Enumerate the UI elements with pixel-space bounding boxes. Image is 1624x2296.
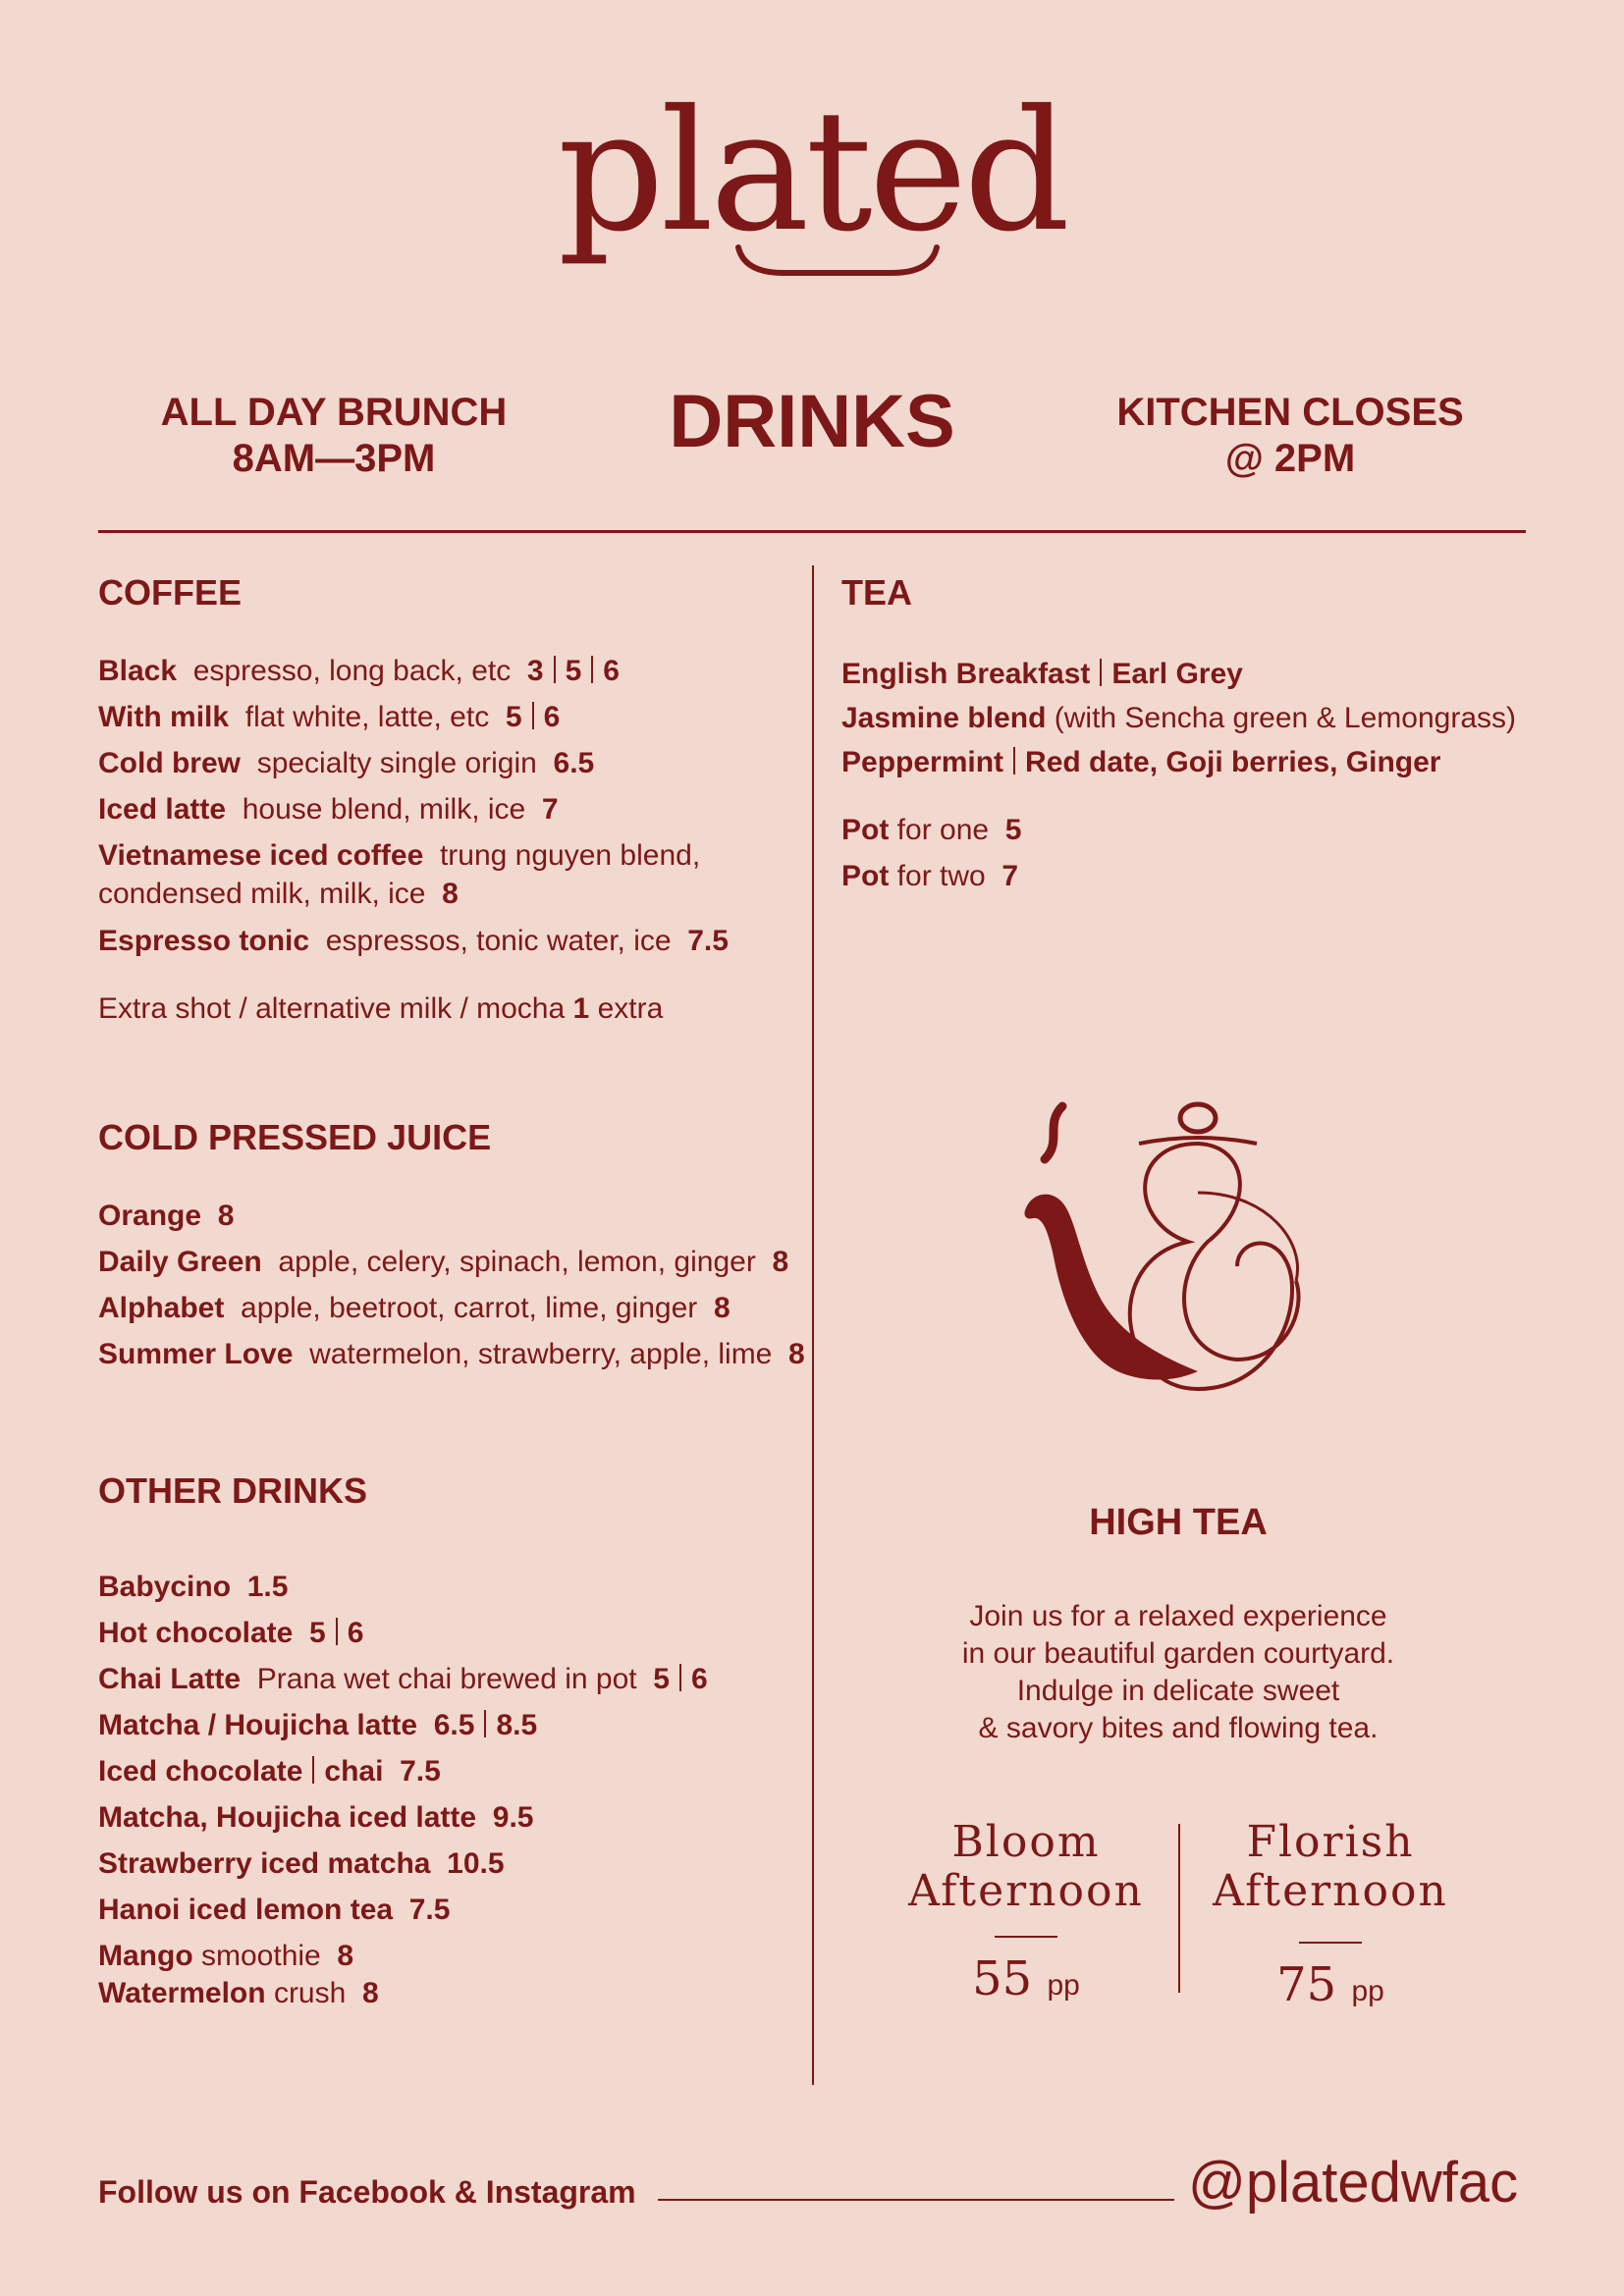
package-price xyxy=(1213,1957,1448,2012)
item-price: 10.5 xyxy=(447,1847,505,1880)
item-price: 6.5 xyxy=(553,747,595,779)
item-name: Matcha / Houjicha latte xyxy=(98,1709,418,1741)
item-price: 7 xyxy=(541,793,559,826)
item-price: 8 xyxy=(361,1977,379,2009)
price-separator xyxy=(554,656,556,683)
item-price: 7.5 xyxy=(400,1755,441,1788)
item-desc: espressos, tonic water, ice xyxy=(325,925,672,957)
item-price: 5 xyxy=(505,701,522,733)
package-name-line1: Florish xyxy=(1246,1817,1415,1867)
menu-item xyxy=(98,790,559,829)
item-name: Orange xyxy=(98,1200,202,1232)
high-tea-title: HIGH TEA xyxy=(1089,1502,1268,1543)
pot-price: 5 xyxy=(1004,814,1022,846)
item-desc: smoothie xyxy=(201,1940,321,1972)
brunch-hours-line2: 8AM—3PM xyxy=(232,437,436,480)
menu-item xyxy=(98,922,729,961)
item-desc: apple, beetroot, carrot, lime, ginger xyxy=(241,1292,698,1324)
menu-item xyxy=(98,698,560,737)
package-name-line2: Afternoon xyxy=(908,1866,1144,1916)
price-value: 55 xyxy=(972,1951,1033,2006)
social-follow-text: Follow us on Facebook & Instagram xyxy=(98,2174,636,2210)
pot-label: Pot xyxy=(841,814,890,846)
tea-title: TEA xyxy=(841,572,912,613)
tea-pot xyxy=(841,811,1021,850)
tea-name: Jasmine blend xyxy=(841,702,1047,734)
item-price: 7.5 xyxy=(408,1894,451,1926)
item-name: Iced latte xyxy=(98,793,227,826)
item-price: 5 xyxy=(653,1663,670,1695)
pot-price: 7 xyxy=(1001,860,1019,892)
social-handle[interactable]: @platedwfac xyxy=(1188,2151,1519,2215)
extras-price: 1 xyxy=(572,992,590,1025)
item-name: Cold brew xyxy=(98,747,242,779)
price-unit: pp xyxy=(1047,1969,1080,2002)
item-price: 8 xyxy=(713,1292,731,1324)
kitchen-closes-line2: @ 2PM xyxy=(1224,437,1356,480)
brunch-hours-line1: ALL DAY BRUNCH xyxy=(160,391,508,434)
pot-desc: for two xyxy=(896,860,986,892)
item-name: Mango xyxy=(98,1940,193,1972)
item-price: 6.5 xyxy=(433,1709,475,1741)
item-desc: flat white, latte, etc xyxy=(244,701,490,733)
item-price: 5 xyxy=(309,1617,326,1649)
juice-title: COLD PRESSED JUICE xyxy=(98,1117,492,1157)
name-separator xyxy=(1013,747,1015,774)
logo-swoosh xyxy=(734,243,941,283)
description-line: Join us for a relaxed experience xyxy=(969,1600,1387,1632)
high-tea-description xyxy=(884,1598,1473,1747)
item-price: 3 xyxy=(526,655,544,687)
item-price: 8 xyxy=(442,878,459,910)
price-separator xyxy=(484,1710,486,1737)
item-price: 8 xyxy=(337,1940,354,1972)
menu-item xyxy=(98,1706,537,1745)
tea-name: Peppermint xyxy=(841,746,1004,778)
kitchen-closes-line1: KITCHEN CLOSES xyxy=(1116,391,1464,434)
name-separator xyxy=(312,1756,314,1784)
item-name: Matcha, Houjicha iced latte xyxy=(98,1801,477,1834)
item-price: 8.5 xyxy=(496,1709,538,1741)
item-price: 1.5 xyxy=(246,1571,289,1603)
item-name: Summer Love xyxy=(98,1338,294,1370)
tea-name: English Breakfast xyxy=(841,658,1091,690)
item-name: chai xyxy=(324,1755,384,1788)
package-florish xyxy=(1213,1818,1448,2012)
description-line: & savory bites and flowing tea. xyxy=(978,1712,1379,1744)
menu-item xyxy=(98,1660,708,1699)
package-rule xyxy=(1299,1942,1362,1944)
package-rule xyxy=(995,1936,1057,1938)
package-bloom xyxy=(908,1818,1144,2006)
column-divider xyxy=(812,565,814,2085)
pot-desc: for one xyxy=(896,814,990,846)
item-desc: house blend, milk, ice xyxy=(242,793,526,826)
menu-item xyxy=(98,1798,533,1838)
teapot-ampersand-icon xyxy=(1011,1095,1326,1409)
item-name: Vietnamese iced coffee xyxy=(98,839,424,872)
item-name: Iced chocolate xyxy=(98,1755,303,1788)
item-desc: watermelon, strawberry, apple, lime xyxy=(309,1338,773,1370)
menu-item xyxy=(98,1289,731,1328)
footer-rule xyxy=(658,2199,1174,2201)
item-name: Babycino xyxy=(98,1571,232,1603)
item-name: With milk xyxy=(98,701,230,733)
tea-item xyxy=(841,699,1516,738)
menu-item xyxy=(98,1568,288,1607)
header-divider xyxy=(98,530,1526,533)
menu-item-continued xyxy=(98,875,459,914)
description-line: Indulge in delicate sweet xyxy=(1016,1675,1340,1707)
item-price: 5 xyxy=(565,655,582,687)
pot-label: Pot xyxy=(841,860,890,892)
menu-item xyxy=(98,1197,234,1236)
package-price xyxy=(908,1951,1144,2006)
menu-item xyxy=(98,1335,805,1374)
item-name: Daily Green xyxy=(98,1246,262,1278)
brunch-hours xyxy=(137,390,530,482)
tea-name: Red date, Goji berries, Ginger xyxy=(1025,746,1441,778)
price-separator xyxy=(336,1618,338,1645)
extras-suffix: extra xyxy=(597,992,664,1025)
price-separator xyxy=(591,656,593,683)
coffee-extras xyxy=(98,989,663,1029)
menu-item xyxy=(98,1937,353,1976)
package-divider xyxy=(1178,1824,1180,1993)
page-title: DRINKS xyxy=(669,380,955,463)
item-name: Alphabet xyxy=(98,1292,225,1324)
menu-item xyxy=(98,1844,505,1884)
item-name: Chai Latte xyxy=(98,1663,242,1695)
brand-logo: plated xyxy=(557,75,1067,269)
coffee-title: COFFEE xyxy=(98,572,243,613)
menu-item xyxy=(98,1974,379,2013)
item-desc: espresso, long back, etc xyxy=(192,655,512,687)
package-name-line2: Afternoon xyxy=(1213,1866,1448,1916)
price-value: 75 xyxy=(1276,1957,1337,2012)
item-price: 9.5 xyxy=(492,1801,534,1834)
item-desc: trung nguyen blend, xyxy=(439,839,701,872)
item-name: Black xyxy=(98,655,178,687)
item-price: 6 xyxy=(603,655,620,687)
menu-item xyxy=(98,652,620,691)
tea-item xyxy=(841,743,1440,782)
item-price: 8 xyxy=(217,1200,235,1232)
price-separator xyxy=(679,1664,681,1691)
description-line: in our beautiful garden courtyard. xyxy=(961,1637,1395,1670)
other-drinks-title: OTHER DRINKS xyxy=(98,1470,368,1511)
item-price: 6 xyxy=(690,1663,708,1695)
item-desc: specialty single origin xyxy=(256,747,537,779)
item-name: Hot chocolate xyxy=(98,1617,294,1649)
item-name: Watermelon xyxy=(98,1977,266,2009)
menu-item xyxy=(98,836,700,876)
menu-item xyxy=(98,1614,363,1653)
item-price: 8 xyxy=(772,1246,789,1278)
menu-item xyxy=(98,1891,450,1930)
tea-name: Earl Grey xyxy=(1111,658,1243,690)
tea-desc: (with Sencha green & Lemongrass) xyxy=(1054,702,1516,734)
item-price: 8 xyxy=(788,1338,805,1370)
extras-text: Extra shot / alternative milk / mocha xyxy=(98,992,566,1025)
item-desc: crush xyxy=(273,1977,347,2009)
item-desc: Prana wet chai brewed in pot xyxy=(256,1663,637,1695)
menu-item xyxy=(98,744,594,783)
name-separator xyxy=(1100,659,1102,686)
price-unit: pp xyxy=(1351,1975,1384,2007)
item-price: 7.5 xyxy=(687,925,729,957)
item-price: 6 xyxy=(543,701,561,733)
menu-item xyxy=(98,1243,788,1282)
item-name: Espresso tonic xyxy=(98,925,310,957)
package-name-line1: Bloom xyxy=(951,1817,1101,1867)
item-name: Hanoi iced lemon tea xyxy=(98,1894,394,1926)
menu-item xyxy=(98,1752,441,1791)
item-desc: condensed milk, milk, ice xyxy=(98,878,426,910)
tea-item xyxy=(841,655,1243,694)
price-separator xyxy=(532,702,534,729)
tea-pot xyxy=(841,857,1018,896)
item-price: 6 xyxy=(347,1617,364,1649)
item-name: Strawberry iced matcha xyxy=(98,1847,431,1880)
kitchen-closes xyxy=(1094,390,1487,482)
item-desc: apple, celery, spinach, lemon, ginger xyxy=(278,1246,756,1278)
